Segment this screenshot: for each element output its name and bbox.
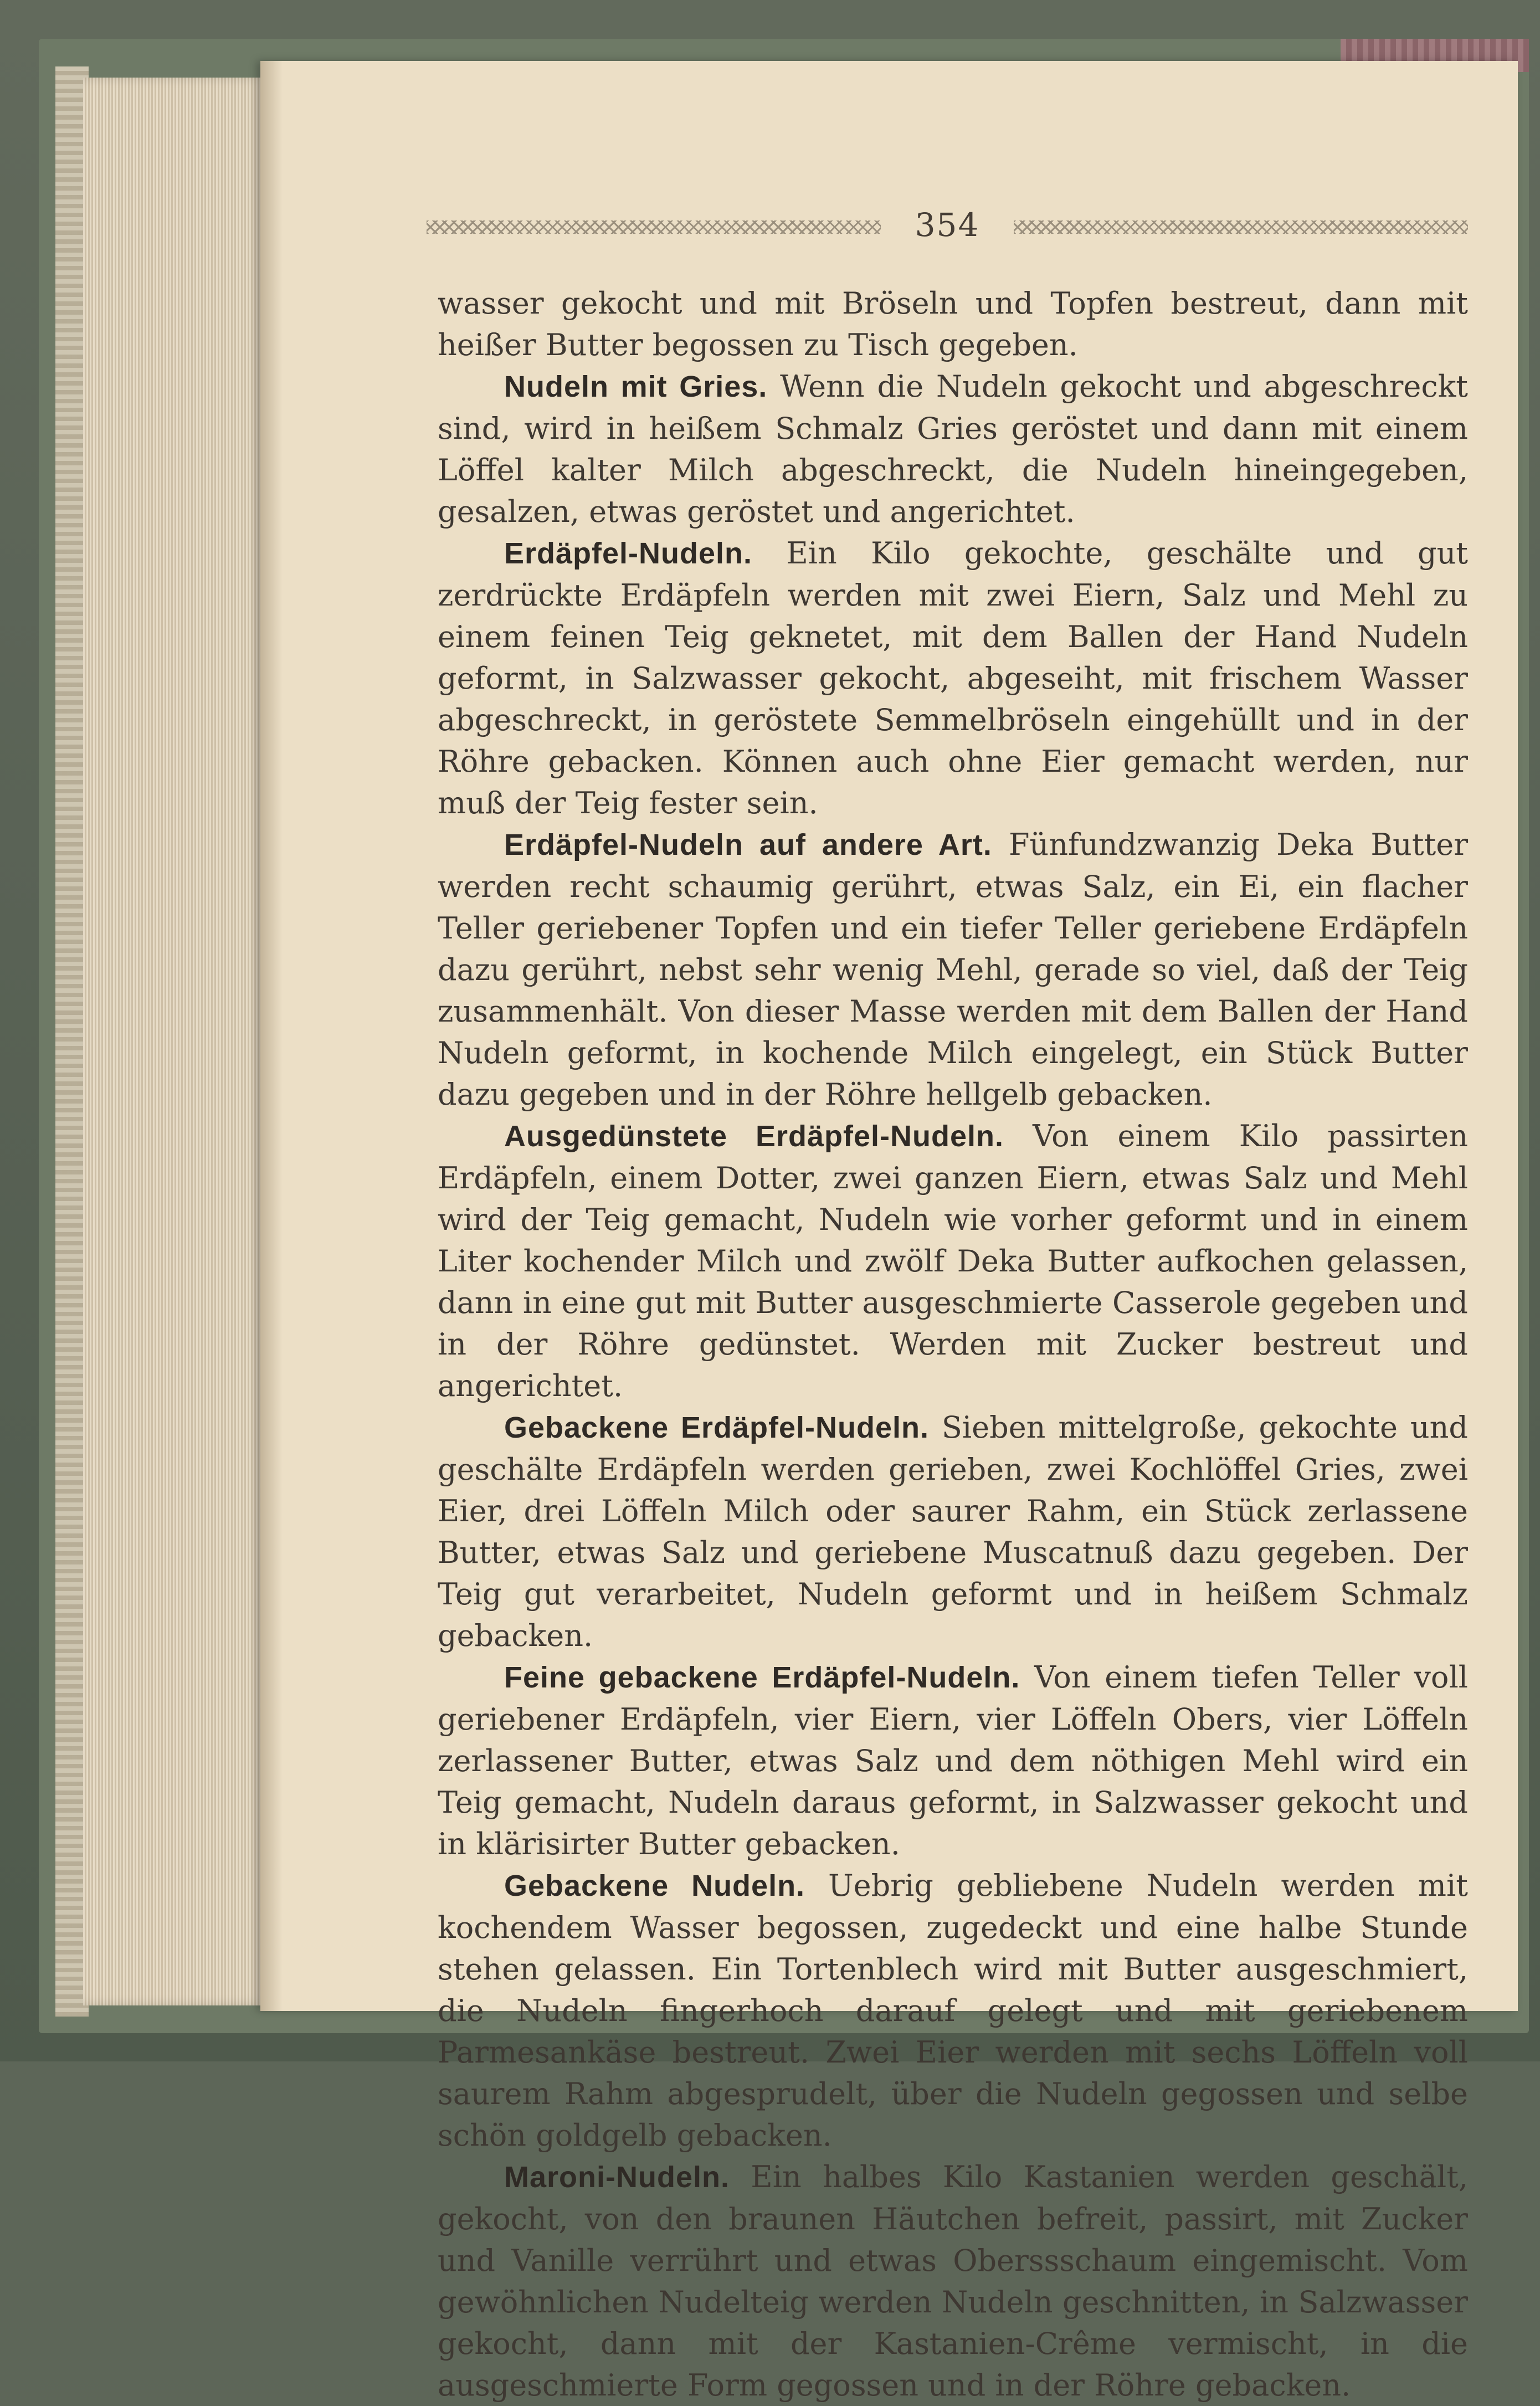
recipe-text: Von einem tiefen Teller voll geriebener Erdäpfeln, vier Eiern, vier Löffeln Obers, vier Löffeln zerlassener Butter, etwas Salz und dem nöthigen Mehl wird ein Teig gemacht, Nudeln daraus geformt, in Salzwasser gekocht und in klärisirter Butter gebacken. bbox=[438, 1660, 1468, 1861]
recipe-title: Ausgedünstete Erdäpfel-Nudeln. bbox=[504, 1120, 1004, 1153]
recipe-paragraph bbox=[438, 366, 1468, 532]
recipe-paragraph bbox=[438, 1115, 1468, 1407]
recipe-text: Ein halbes Kilo Kastanien werden geschält, gekocht, von den braunen Häutchen befreit, passirt, mit Zucker und Vanille verrührt und etwas Oberssschaum eingemischt. Vom gewöhnlichen Nudelteig werden Nudeln geschnitten, in Salzwasser gekocht, dann mit der Kastanien-Crême vermischt, in die ausgeschmierte Form gegossen und in der Röhre gebacken. bbox=[438, 2159, 1468, 2403]
page-number: 354 bbox=[915, 206, 980, 244]
recipe-title: Maroni-Nudeln. bbox=[504, 2161, 730, 2194]
page-gutter-shadow bbox=[260, 61, 283, 2011]
recipe-paragraph bbox=[438, 1407, 1468, 1656]
page-stack-edges bbox=[83, 78, 266, 2005]
recipe-text: Uebrig gebliebene Nudeln werden mit kochendem Wasser begossen, zugedeckt und eine halbe Stunde stehen gelassen. Ein Tortenblech wird mit Butter ausgeschmiert, die Nudeln fingerhoch darauf gelegt und mit geriebenem Parmesankäse bestreut. Zwei Eier werden mit sechs Löffeln voll saurem Rahm abgesprudelt, über die Nudeln gegossen und selbe schön goldgelb gebacken. bbox=[438, 1868, 1468, 2153]
recipe-text: Wenn die Nudeln gekocht und abgeschreckt sind, wird in heißem Schmalz Gries geröstet und dann mit einem Löffel kalter Milch abgeschreckt, die Nudeln hineingegeben, gesalzen, etwas geröstet und angerichtet. bbox=[438, 369, 1468, 529]
recipe-text: Ein Kilo gekochte, geschälte und gut zerdrückte Erdäpfeln werden mit zwei Eiern, Salz und Mehl zu einem feinen Teig geknetet, mit dem Ballen der Hand Nudeln geformt, in Salzwasser gekocht, abgeseiht, mit frischem Wasser abgeschreckt, in geröstete Semmelbröseln eingehüllt und in der Röhre gebacken. Können auch ohne Eier gemacht werden, nur muß der Teig fester sein. bbox=[438, 536, 1468, 820]
recipe-paragraph bbox=[438, 1865, 1468, 2156]
recipe-paragraph bbox=[438, 532, 1468, 824]
book-page bbox=[260, 61, 1518, 2403]
recipe-paragraph bbox=[438, 824, 1468, 1115]
recipe-paragraph bbox=[438, 1656, 1468, 1865]
recipe-title: Nudeln mit Gries. bbox=[504, 370, 768, 403]
page-body bbox=[438, 283, 1468, 2406]
page-header bbox=[427, 199, 1468, 255]
recipe-title: Gebackene Nudeln. bbox=[504, 1869, 805, 1902]
recipe-paragraph bbox=[438, 2156, 1468, 2406]
recipe-title: Erdäpfel-Nudeln auf andere Art. bbox=[504, 828, 992, 861]
recipe-title: Gebackene Erdäpfel-Nudeln. bbox=[504, 1411, 929, 1444]
intro-paragraph: wasser gekocht und mit Bröseln und Topfen bestreut, dann mit heißer Butter begossen zu Tisch gegeben. bbox=[438, 286, 1468, 362]
recipe-title: Feine gebackene Erdäpfel-Nudeln. bbox=[504, 1661, 1020, 1694]
recipe-text: Von einem Kilo passirten Erdäpfeln, einem Dotter, zwei ganzen Eiern, etwas Salz und Mehl wird der Teig gemacht, Nudeln wie vorher geformt und in einem Liter kochender Milch und zwölf Deka Butter aufkochen gelassen, dann in eine gut mit Butter ausgeschmierte Casserole gegeben und in der Röhre gedünstet. Werden mit Zucker bestreut und angerichtet. bbox=[438, 1119, 1468, 1403]
header-ornament-right bbox=[1014, 220, 1468, 234]
recipe-text: Fünfundzwanzig Deka Butter werden recht schaumig gerührt, etwas Salz, ein Ei, ein flacher Teller geriebener Topfen und ein tiefer Teller geriebene Erdäpfeln dazu gerührt, nebst sehr wenig Mehl, gerade so viel, daß der Teig zusammenhält. Von dieser Masse werden mit dem Ballen der Hand Nudeln geformt, in kochende Milch eingelegt, ein Stück Butter dazu gegeben und in der Röhre hellgelb gebacken. bbox=[438, 827, 1469, 1112]
header-ornament-left bbox=[427, 220, 881, 234]
recipe-title: Erdäpfel-Nudeln. bbox=[504, 537, 753, 570]
recipe-text: Sieben mittelgroße, gekochte und geschälte Erdäpfeln werden gerieben, zwei Kochlöffel Gries, zwei Eier, drei Löffeln Milch oder saurer Rahm, ein Stück zerlassene Butter, etwas Salz und geriebene Muscatnuß dazu gegeben. Der Teig gut verarbeitet, Nudeln geformt und in heißem Schmalz gebacken. bbox=[438, 1410, 1468, 1653]
